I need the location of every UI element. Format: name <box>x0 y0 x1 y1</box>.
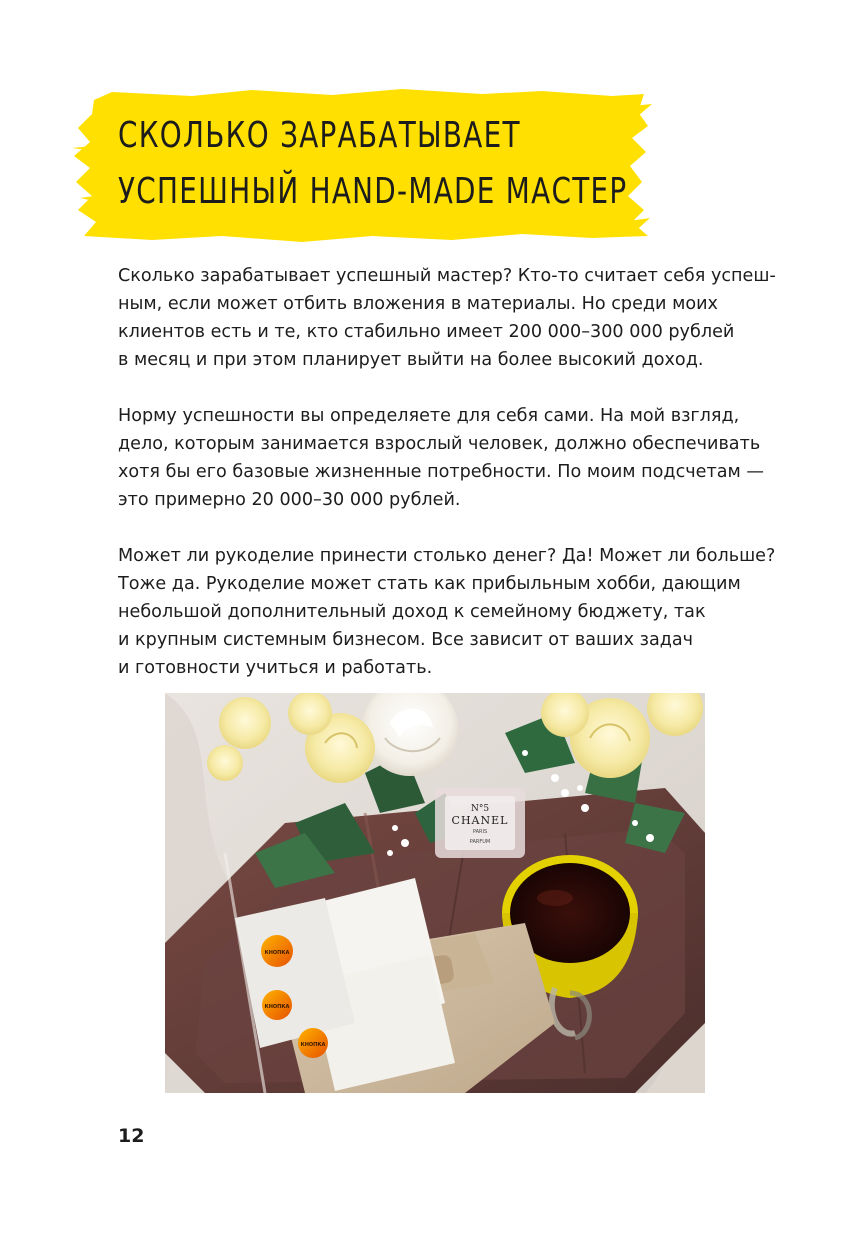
paragraph-3 <box>118 542 776 682</box>
photo-illustration <box>165 693 705 1093</box>
body-text <box>118 262 776 710</box>
card-logo-text: КНОПКА <box>264 950 290 956</box>
text-line: хотя бы его базовые жизненные потребности. По моим подсчетам — <box>118 462 764 482</box>
text-line: в месяц и при этом планирует выйти на более высокий доход. <box>118 350 704 370</box>
chapter-heading-block <box>72 86 652 246</box>
card-logo-text: КНОПКА <box>264 1004 290 1010</box>
text-line: и готовности учиться и работать. <box>118 658 433 678</box>
text-line: Норму успешности вы определяете для себя сами. На мой взгляд, <box>118 406 740 426</box>
text-line: Сколько зарабатывает успешный мастер? Кто-то считает себя успеш- <box>118 266 776 286</box>
chapter-title-line-2: УСПЕШНЫЙ HAND-MADE МАСТЕР <box>118 171 628 212</box>
paragraph-2 <box>118 402 768 514</box>
text-line: ным, если может отбить вложения в материалы. Но среди моих <box>118 294 718 314</box>
paragraph-1 <box>118 262 776 374</box>
chapter-title <box>118 108 627 220</box>
card-logo-text: КНОПКА <box>300 1042 326 1048</box>
text-line: клиентов есть и те, кто стабильно имеет 200 000–300 000 рублей <box>118 322 735 342</box>
text-line: Тоже да. Рукоделие может стать как прибыльным хобби, дающим <box>118 574 741 594</box>
text-line: это примерно 20 000–30 000 рублей. <box>118 490 461 510</box>
perfume-label-1: N°5 <box>470 804 490 814</box>
text-line: небольшой дополнительный доход к семейному бюджету, так <box>118 602 706 622</box>
perfume-label-4: PARFUM <box>469 839 491 845</box>
perfume-label-3: PARIS <box>472 829 488 835</box>
perfume-label-2: CHANEL <box>451 814 509 827</box>
still-life-photo <box>165 693 705 1093</box>
text-line: Может ли рукоделие принести столько денег? Да! Может ли больше? <box>118 546 776 566</box>
text-line: и крупным системным бизнесом. Все зависит от ваших задач <box>118 630 694 650</box>
page-number: 12 <box>118 1125 145 1147</box>
chapter-title-line-1: СКОЛЬКО ЗАРАБАТЫВАЕТ <box>118 115 521 156</box>
text-line: дело, которым занимается взрослый человек, должно обеспечивать <box>118 434 761 454</box>
